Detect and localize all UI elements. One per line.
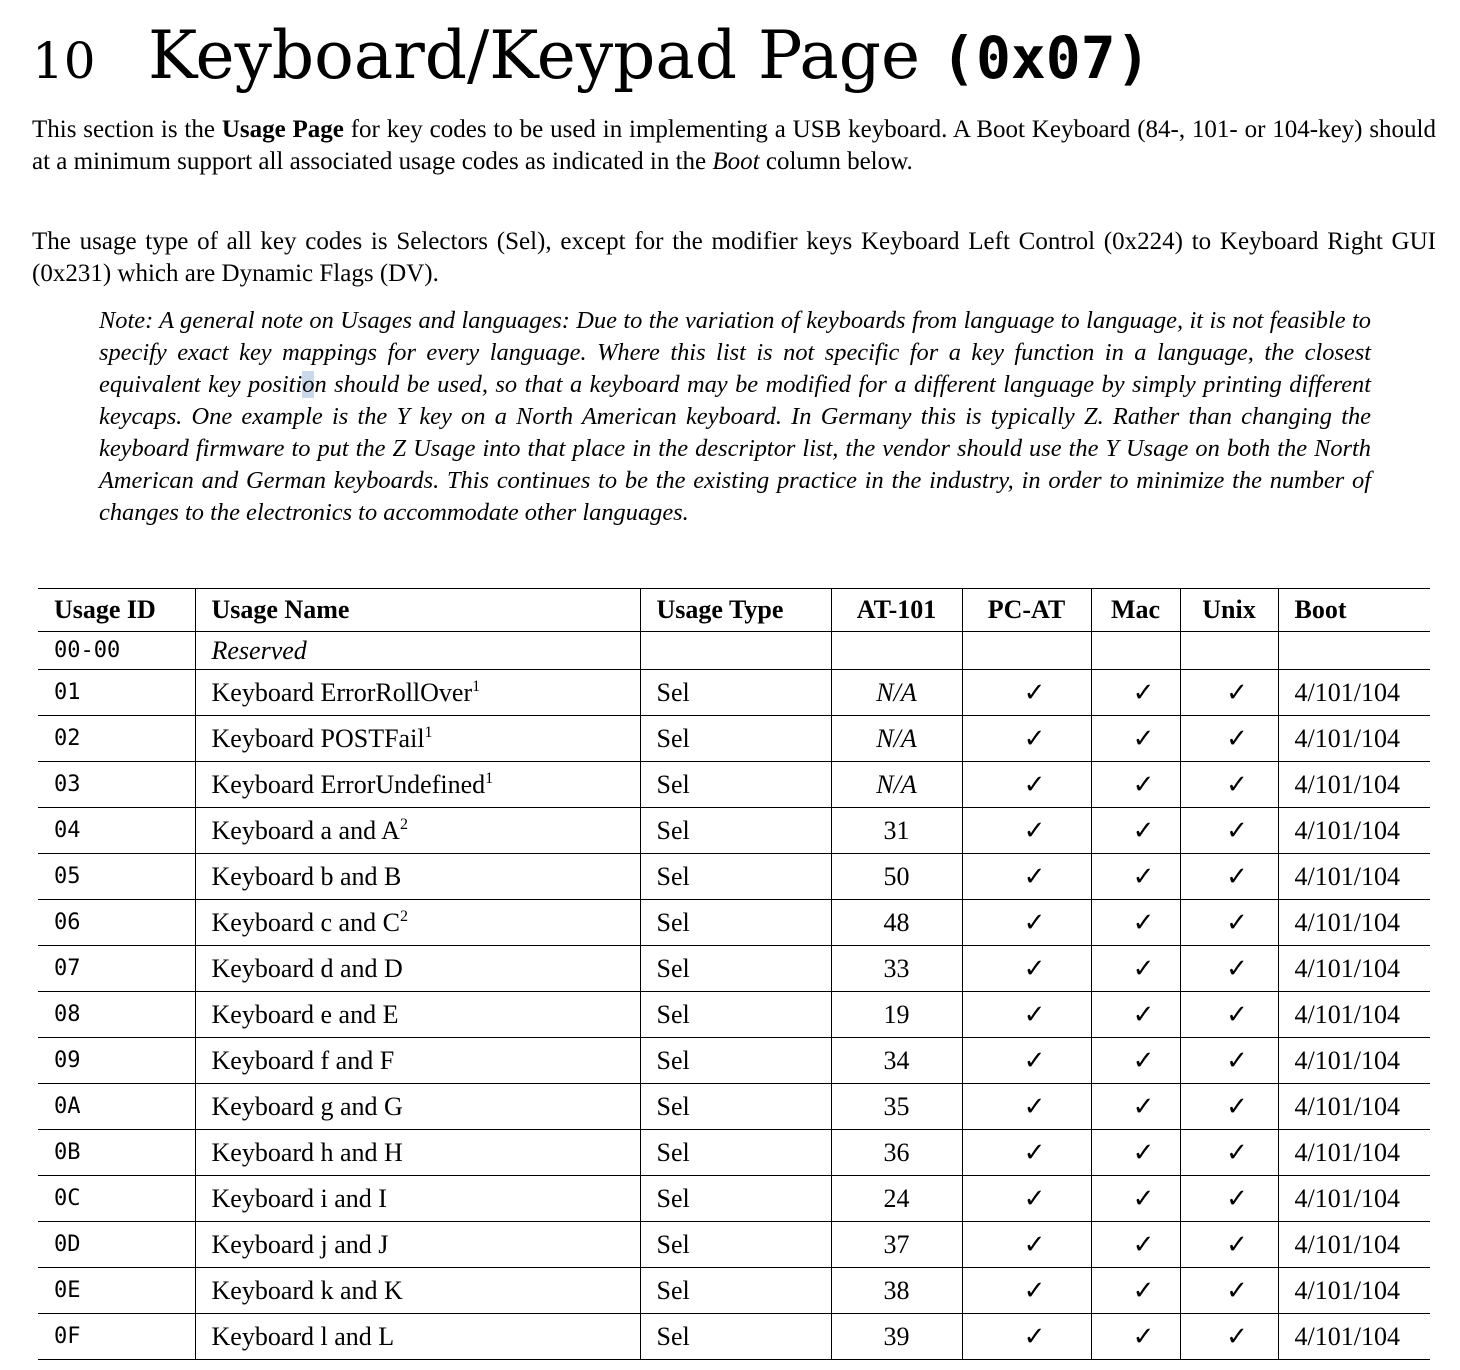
table-row — [38, 900, 1430, 946]
cell-pcat: ✓ — [962, 1130, 1091, 1176]
usage-name-text: Keyboard i and I — [211, 1183, 387, 1213]
cell-mac: ✓ — [1091, 1084, 1180, 1130]
cell-boot: 4/101/104 — [1278, 1268, 1430, 1314]
cell-mac: ✓ — [1091, 854, 1180, 900]
cell-usage-id: 0E — [38, 1268, 195, 1314]
cell-pcat: ✓ — [962, 1314, 1091, 1360]
usage-name-text: Keyboard a and A — [211, 815, 400, 845]
cell-boot: 4/101/104 — [1278, 716, 1430, 762]
cell-pcat: ✓ — [962, 992, 1091, 1038]
cell-unix: ✓ — [1180, 1314, 1278, 1360]
cell-unix: ✓ — [1180, 1176, 1278, 1222]
section-title: Keyboard/Keypad Page — [148, 17, 921, 94]
cell-boot — [1278, 632, 1430, 670]
cell-usage-id: 0C — [38, 1176, 195, 1222]
table-row — [38, 808, 1430, 854]
cell-pcat: ✓ — [962, 1176, 1091, 1222]
cell-usage-id: 02 — [38, 716, 195, 762]
table-row — [38, 1268, 1430, 1314]
cell-mac: ✓ — [1091, 716, 1180, 762]
cell-at101: 39 — [831, 1314, 962, 1360]
table-row — [38, 1176, 1430, 1222]
cell-mac: ✓ — [1091, 808, 1180, 854]
cell-mac: ✓ — [1091, 762, 1180, 808]
cell-boot: 4/101/104 — [1278, 992, 1430, 1038]
cell-mac: ✓ — [1091, 1222, 1180, 1268]
cell-at101: N/A — [831, 762, 962, 808]
cell-pcat: ✓ — [962, 1084, 1091, 1130]
intro-text-start: This section is the — [32, 116, 222, 143]
cell-usage-id: 0B — [38, 1130, 195, 1176]
usage-name-text: Keyboard f and F — [211, 1045, 395, 1075]
cell-usage-type: Sel — [640, 808, 831, 854]
usage-name-text: Keyboard d and D — [211, 953, 403, 983]
cell-unix: ✓ — [1180, 1268, 1278, 1314]
footnote-marker: 1 — [485, 769, 494, 787]
cell-usage-id: 09 — [38, 1038, 195, 1084]
intro-bold-term: Usage Page — [221, 116, 344, 143]
usage-name-text: Keyboard POSTFail — [211, 723, 425, 753]
cell-boot: 4/101/104 — [1278, 1130, 1430, 1176]
cell-pcat: ✓ — [962, 1268, 1091, 1314]
table-row — [38, 946, 1430, 992]
intro-text-middle: for key codes to be used in implementing a USB keyboard. A Boot Keyboard (84-, 101- or 104-key) should at a minimum support all associated usage codes as indicated in the — [32, 116, 1436, 175]
cell-mac — [1091, 632, 1180, 670]
cell-pcat: ✓ — [962, 670, 1091, 716]
header-at101: AT-101 — [831, 589, 962, 632]
cell-usage-id: 0D — [38, 1222, 195, 1268]
header-unix: Unix — [1180, 589, 1278, 632]
cell-unix: ✓ — [1180, 1222, 1278, 1268]
table-row — [38, 1130, 1430, 1176]
usage-name-text: Keyboard j and J — [211, 1229, 389, 1259]
text-cursor-highlight: o — [302, 371, 315, 398]
cell-usage-id: 00-00 — [38, 632, 195, 670]
section-code: (0x07) — [941, 24, 1151, 92]
cell-usage-name — [195, 1268, 640, 1314]
cell-usage-name — [195, 900, 640, 946]
cell-boot: 4/101/104 — [1278, 808, 1430, 854]
header-usage-type: Usage Type — [640, 589, 831, 632]
cell-at101: 31 — [831, 808, 962, 854]
table-row — [38, 992, 1430, 1038]
cell-at101: 50 — [831, 854, 962, 900]
cell-mac: ✓ — [1091, 1268, 1180, 1314]
cell-boot: 4/101/104 — [1278, 1176, 1430, 1222]
cell-at101: N/A — [831, 716, 962, 762]
cell-mac: ✓ — [1091, 1314, 1180, 1360]
table-row — [38, 762, 1430, 808]
language-note — [99, 305, 1371, 529]
cell-at101: 24 — [831, 1176, 962, 1222]
header-boot: Boot — [1278, 589, 1430, 632]
cell-usage-type: Sel — [640, 1084, 831, 1130]
cell-usage-name — [195, 716, 640, 762]
cell-at101 — [831, 632, 962, 670]
cell-pcat: ✓ — [962, 808, 1091, 854]
section-heading — [32, 18, 1151, 99]
table-row — [38, 1038, 1430, 1084]
cell-at101: 48 — [831, 900, 962, 946]
footnote-marker: 1 — [472, 677, 481, 695]
table-row-reserved — [38, 632, 1430, 670]
cell-usage-id: 04 — [38, 808, 195, 854]
cell-unix: ✓ — [1180, 1130, 1278, 1176]
cell-mac: ✓ — [1091, 946, 1180, 992]
cell-usage-id: 07 — [38, 946, 195, 992]
cell-boot: 4/101/104 — [1278, 946, 1430, 992]
note-text-part1: Note: A general note on Usages and languages: Due to the variation of keyboards from language to language, it is not feasible to specify exact key mappings for every language. Where this list is not specific for a key function in a language, the closest equivalent key positi — [99, 307, 1371, 398]
usage-name-text: Keyboard c and C — [211, 907, 400, 937]
header-pcat: PC-AT — [962, 589, 1091, 632]
cell-usage-type: Sel — [640, 1314, 831, 1360]
cell-unix — [1180, 632, 1278, 670]
cell-usage-name — [195, 1222, 640, 1268]
cell-pcat: ✓ — [962, 1222, 1091, 1268]
cell-unix: ✓ — [1180, 762, 1278, 808]
cell-usage-id: 06 — [38, 900, 195, 946]
cell-unix: ✓ — [1180, 1084, 1278, 1130]
cell-usage-type: Sel — [640, 1268, 831, 1314]
cell-usage-id: 01 — [38, 670, 195, 716]
cell-pcat: ✓ — [962, 854, 1091, 900]
cell-usage-type: Sel — [640, 1038, 831, 1084]
cell-at101: 37 — [831, 1222, 962, 1268]
table-row — [38, 854, 1430, 900]
cell-mac: ✓ — [1091, 1130, 1180, 1176]
cell-unix: ✓ — [1180, 946, 1278, 992]
cell-usage-name — [195, 808, 640, 854]
cell-usage-id: 0F — [38, 1314, 195, 1360]
cell-usage-id: 08 — [38, 992, 195, 1038]
cell-usage-type: Sel — [640, 1130, 831, 1176]
cell-unix: ✓ — [1180, 992, 1278, 1038]
usage-name-text: Keyboard ErrorRollOver — [211, 677, 473, 707]
cell-mac: ✓ — [1091, 670, 1180, 716]
cell-usage-type: Sel — [640, 762, 831, 808]
cell-pcat: ✓ — [962, 1038, 1091, 1084]
cell-at101: N/A — [831, 670, 962, 716]
intro-text-end: column below. — [759, 148, 913, 175]
cell-usage-id: 0A — [38, 1084, 195, 1130]
cell-usage-name — [195, 854, 640, 900]
cell-usage-type — [640, 632, 831, 670]
cell-boot: 4/101/104 — [1278, 670, 1430, 716]
usage-name-text: Keyboard g and G — [211, 1091, 403, 1121]
cell-unix: ✓ — [1180, 670, 1278, 716]
cell-usage-name — [195, 1176, 640, 1222]
intro-italic-term: Boot — [712, 148, 760, 175]
table-row — [38, 1222, 1430, 1268]
cell-usage-name — [195, 1084, 640, 1130]
cell-mac: ✓ — [1091, 1038, 1180, 1084]
section-number: 10 — [32, 32, 96, 90]
cell-usage-type: Sel — [640, 670, 831, 716]
footnote-marker: 2 — [399, 815, 408, 833]
cell-unix: ✓ — [1180, 900, 1278, 946]
cell-usage-name — [195, 946, 640, 992]
usage-table — [38, 588, 1430, 1360]
cell-boot: 4/101/104 — [1278, 854, 1430, 900]
footnote-marker: 1 — [424, 723, 433, 741]
intro-paragraph — [32, 114, 1436, 178]
cell-at101: 35 — [831, 1084, 962, 1130]
footnote-marker: 2 — [399, 907, 408, 925]
cell-usage-name — [195, 992, 640, 1038]
cell-usage-type: Sel — [640, 1176, 831, 1222]
cell-unix: ✓ — [1180, 854, 1278, 900]
cell-pcat: ✓ — [962, 762, 1091, 808]
cell-pcat: ✓ — [962, 946, 1091, 992]
table-row — [38, 716, 1430, 762]
cell-at101: 34 — [831, 1038, 962, 1084]
header-usage-id: Usage ID — [38, 589, 195, 632]
cell-pcat — [962, 632, 1091, 670]
cell-at101: 33 — [831, 946, 962, 992]
cell-boot: 4/101/104 — [1278, 1084, 1430, 1130]
cell-usage-id: 05 — [38, 854, 195, 900]
table-header-row — [38, 589, 1430, 632]
cell-unix: ✓ — [1180, 808, 1278, 854]
note-text-part2: n should be used, so that a keyboard may be modified for a different language by simply printing different keycaps. One example is the Y key on a North American keyboard. In Germany this is typically Z. Rather than changing the keyboard firmware to put the Z Usage into that place in the descriptor list, the vendor should use the Y Usage on both the North American and German keyboards. This continues to be the existing practice in the industry, in order to minimize the number of changes to the electronics to accommodate other languages. — [99, 371, 1371, 526]
usage-name-text: Keyboard ErrorUndefined — [211, 769, 486, 799]
header-usage-name: Usage Name — [195, 589, 640, 632]
cell-unix: ✓ — [1180, 716, 1278, 762]
table-row — [38, 1314, 1430, 1360]
usage-name-text: Keyboard e and E — [211, 999, 399, 1029]
cell-unix: ✓ — [1180, 1038, 1278, 1084]
usage-name-text: Keyboard l and L — [211, 1321, 395, 1351]
cell-boot: 4/101/104 — [1278, 900, 1430, 946]
cell-usage-type: Sel — [640, 992, 831, 1038]
header-mac: Mac — [1091, 589, 1180, 632]
cell-usage-name — [195, 670, 640, 716]
cell-usage-name — [195, 1314, 640, 1360]
usage-name-text: Keyboard b and B — [211, 861, 402, 891]
cell-usage-name: Reserved — [195, 632, 640, 670]
cell-usage-type: Sel — [640, 1222, 831, 1268]
table-body — [38, 632, 1430, 1360]
cell-mac: ✓ — [1091, 900, 1180, 946]
cell-at101: 19 — [831, 992, 962, 1038]
cell-pcat: ✓ — [962, 900, 1091, 946]
cell-at101: 38 — [831, 1268, 962, 1314]
cell-usage-type: Sel — [640, 716, 831, 762]
cell-usage-id: 03 — [38, 762, 195, 808]
cell-usage-name — [195, 1130, 640, 1176]
usage-name-text: Keyboard h and H — [211, 1137, 403, 1167]
cell-at101: 36 — [831, 1130, 962, 1176]
cell-mac: ✓ — [1091, 1176, 1180, 1222]
cell-usage-type: Sel — [640, 854, 831, 900]
cell-pcat: ✓ — [962, 716, 1091, 762]
cell-boot: 4/101/104 — [1278, 1314, 1430, 1360]
cell-boot: 4/101/104 — [1278, 762, 1430, 808]
cell-usage-name — [195, 1038, 640, 1084]
usage-type-paragraph: The usage type of all key codes is Selectors (Sel), except for the modifier keys Keyboard Left Control (0x224) to Keyboard Right GUI (0x231) which are Dynamic Flags (DV). — [32, 228, 1436, 287]
usage-name-text: Keyboard k and K — [211, 1275, 403, 1305]
table-row — [38, 670, 1430, 716]
table-row — [38, 1084, 1430, 1130]
cell-usage-name — [195, 762, 640, 808]
cell-boot: 4/101/104 — [1278, 1038, 1430, 1084]
cell-usage-type: Sel — [640, 900, 831, 946]
cell-usage-type: Sel — [640, 946, 831, 992]
cell-mac: ✓ — [1091, 992, 1180, 1038]
cell-boot: 4/101/104 — [1278, 1222, 1430, 1268]
